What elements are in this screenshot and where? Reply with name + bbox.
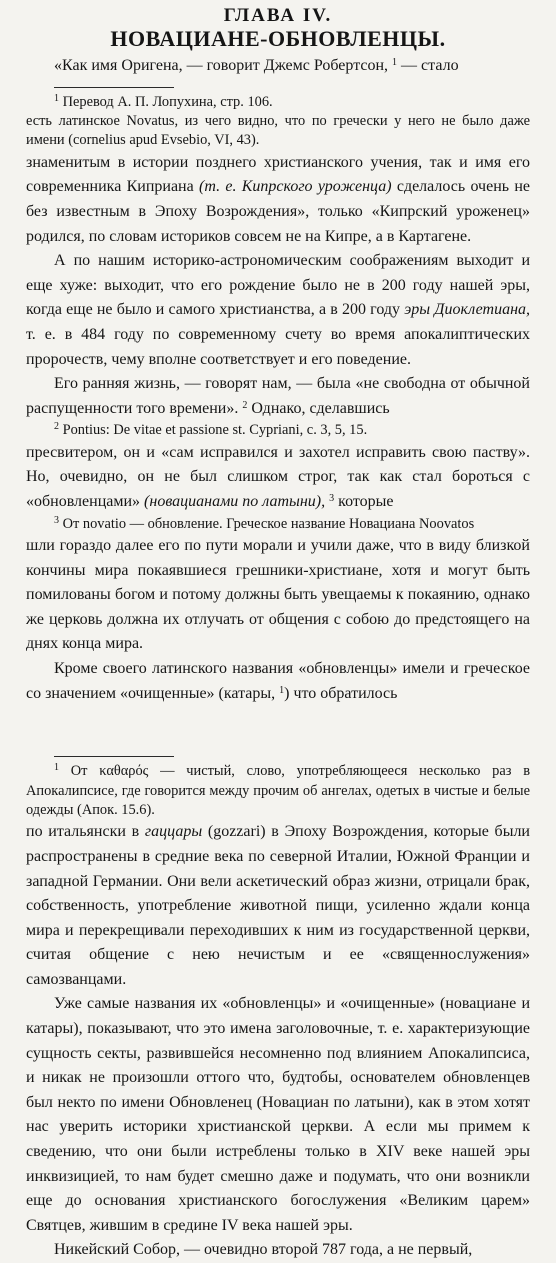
footnote [26, 93, 530, 112]
text-run: есть латинское Novatus, из чего видно, что по гречески у него не было даже имени (cornelius apud Evsebio, VI, 43). [26, 113, 530, 149]
body-paragraph [26, 54, 530, 79]
text-run: т. е. в 484 году по современному счету во время апокалиптических пророчеств, чему вполне соответствует и его поведение. [26, 325, 530, 368]
body-paragraph [26, 441, 530, 515]
italic-text: эры Диоклетиана, [404, 301, 530, 319]
footnote [26, 515, 530, 534]
text-run: «Как имя Оригена, — говорит Джемс Робертсон, [54, 57, 393, 74]
footnote-marker: 1 [392, 57, 398, 68]
footnote [26, 762, 530, 820]
text-run: сделалось очень не без известным в Эпоху Возрождения», только «Кипрский уроженец» родился, по словам историков совсем не на Кипре, а в Картагене. [26, 178, 530, 245]
text-run: От καθαρός — чистый, слово, употребляющееся несколько раз в Апокалипсисе, где говорится между прочим об ангелах, одетых в чистые и белые одежды (Апок. 15.6). [26, 763, 530, 818]
footnote-marker: 2 [54, 421, 59, 433]
text-run: Кроме своего латинского названия «обновленцы» имели и греческое со значением «очищенные» (катары, [26, 659, 530, 702]
text-run: Pontius: De vitae et passione st. Cypriani, c. 3, 5, 15. [59, 422, 368, 439]
footnote [26, 421, 530, 440]
body-paragraph [26, 151, 530, 249]
italic-text: гаццары [144, 823, 203, 841]
text-run: шли гораздо далее его по пути морали и учили даже, что в виду близкой кончины мира покаявшиеся грешники-христиане, хотя и могут быть помилованы богом и потому должны быть увещаемы к покаянию, однако же церковь должна их отлучать от общения с собою до предстоящего на днях конца мира. [26, 536, 530, 653]
text-run: пресвитером, он и «сам исправился и захотел исправить свою паству». Но, очевидно, он не был слишком строг, так как стал бороться с «обновленцами» [26, 443, 530, 510]
text-run: Его ранняя жизнь, — говорят нам, — была «не свободна от обычной распущенности того времени». [26, 375, 530, 417]
page-body [26, 54, 530, 1263]
body-paragraph [26, 372, 530, 421]
footnote-separator [54, 87, 174, 88]
footnote-marker: 1 [279, 684, 285, 696]
text-run: ) что обратилось [284, 684, 398, 702]
footnote-marker: 3 [54, 514, 59, 526]
text-run: А по нашим историко-астрономическим соображениям выходит и еще хуже: выходит, что его рождение было не в 200 году нашей эры, когда еще не было и самого христианства, а в 200 году [26, 252, 530, 319]
footnote-separator [54, 756, 174, 757]
italic-text: (новацианами по латыни), [144, 492, 326, 510]
text-run: по итальянски в [26, 823, 145, 841]
footnote-marker: 2 [242, 399, 248, 411]
text-run: (gozzari) в Эпоху Возрождения, которые были распространены в средние века по северной Италии, Южной Франции и западной Германии. Они вели аскетический образ жизни, отрицали брак, собственность, употребление животной пищи, усиленно ждали конца мира и перекрещивали переходивших к ним из государственной церкви, считая общение с нею нечистым и ее «священнослужения» самозванцами. [26, 823, 530, 988]
footnote [26, 112, 530, 151]
chapter-number: ГЛАВА IV. [223, 5, 333, 26]
body-paragraph [26, 249, 530, 372]
text-run: — стало [397, 57, 459, 74]
footnote-marker: 3 [329, 492, 335, 504]
body-paragraph [26, 820, 530, 992]
text-run: Однако, сделавшись [247, 399, 390, 417]
text-run: От novatio — обновление. Греческое название Новациана Noovatos [59, 515, 475, 532]
footnote-marker: 1 [54, 762, 59, 774]
text-run: Уже самые названия их «обновленцы» и «очищенные» (новациане и катары), показывают, что это имена заголовочные, т. е. характеризующие сущность секты, развившейся несомненно под влиянием Апокалипсиса, и никак не произошли оттого что, будтобы, основателем обновленцев был некто по имени Обновленец (Новациан по латыни), как в этом хотят нас уверить историки христианской церкви. А если мы примем к сведению, что они были истреблены только в XIV веке нашей эры инквизицией, то нам будет смешно даже и подумать, что они возникли еще до основания христианского богослужения «Великим царем» Святцев, жившим в средине IV века нашей эры. [26, 995, 530, 1234]
text-run: Никейский Собор, — очевидно второй 787 года, а не первый, [54, 1241, 473, 1259]
text-run: знаменитым в истории позднего христианского учения, так и имя его современника Киприана [26, 153, 530, 196]
footnote-marker: 1 [54, 92, 59, 104]
chapter-title: НОВАЦИАНЕ-ОБНОВЛЕНЦЫ. [110, 26, 446, 51]
body-paragraph [26, 534, 530, 657]
italic-text: (т. е. Кипрского уроженца) [198, 178, 392, 196]
body-paragraph [26, 657, 530, 706]
text-run: которые [334, 492, 394, 510]
body-paragraph [26, 1238, 530, 1263]
body-paragraph [26, 992, 530, 1238]
text-run: Перевод А. П. Лопухина, стр. 106. [59, 93, 273, 110]
